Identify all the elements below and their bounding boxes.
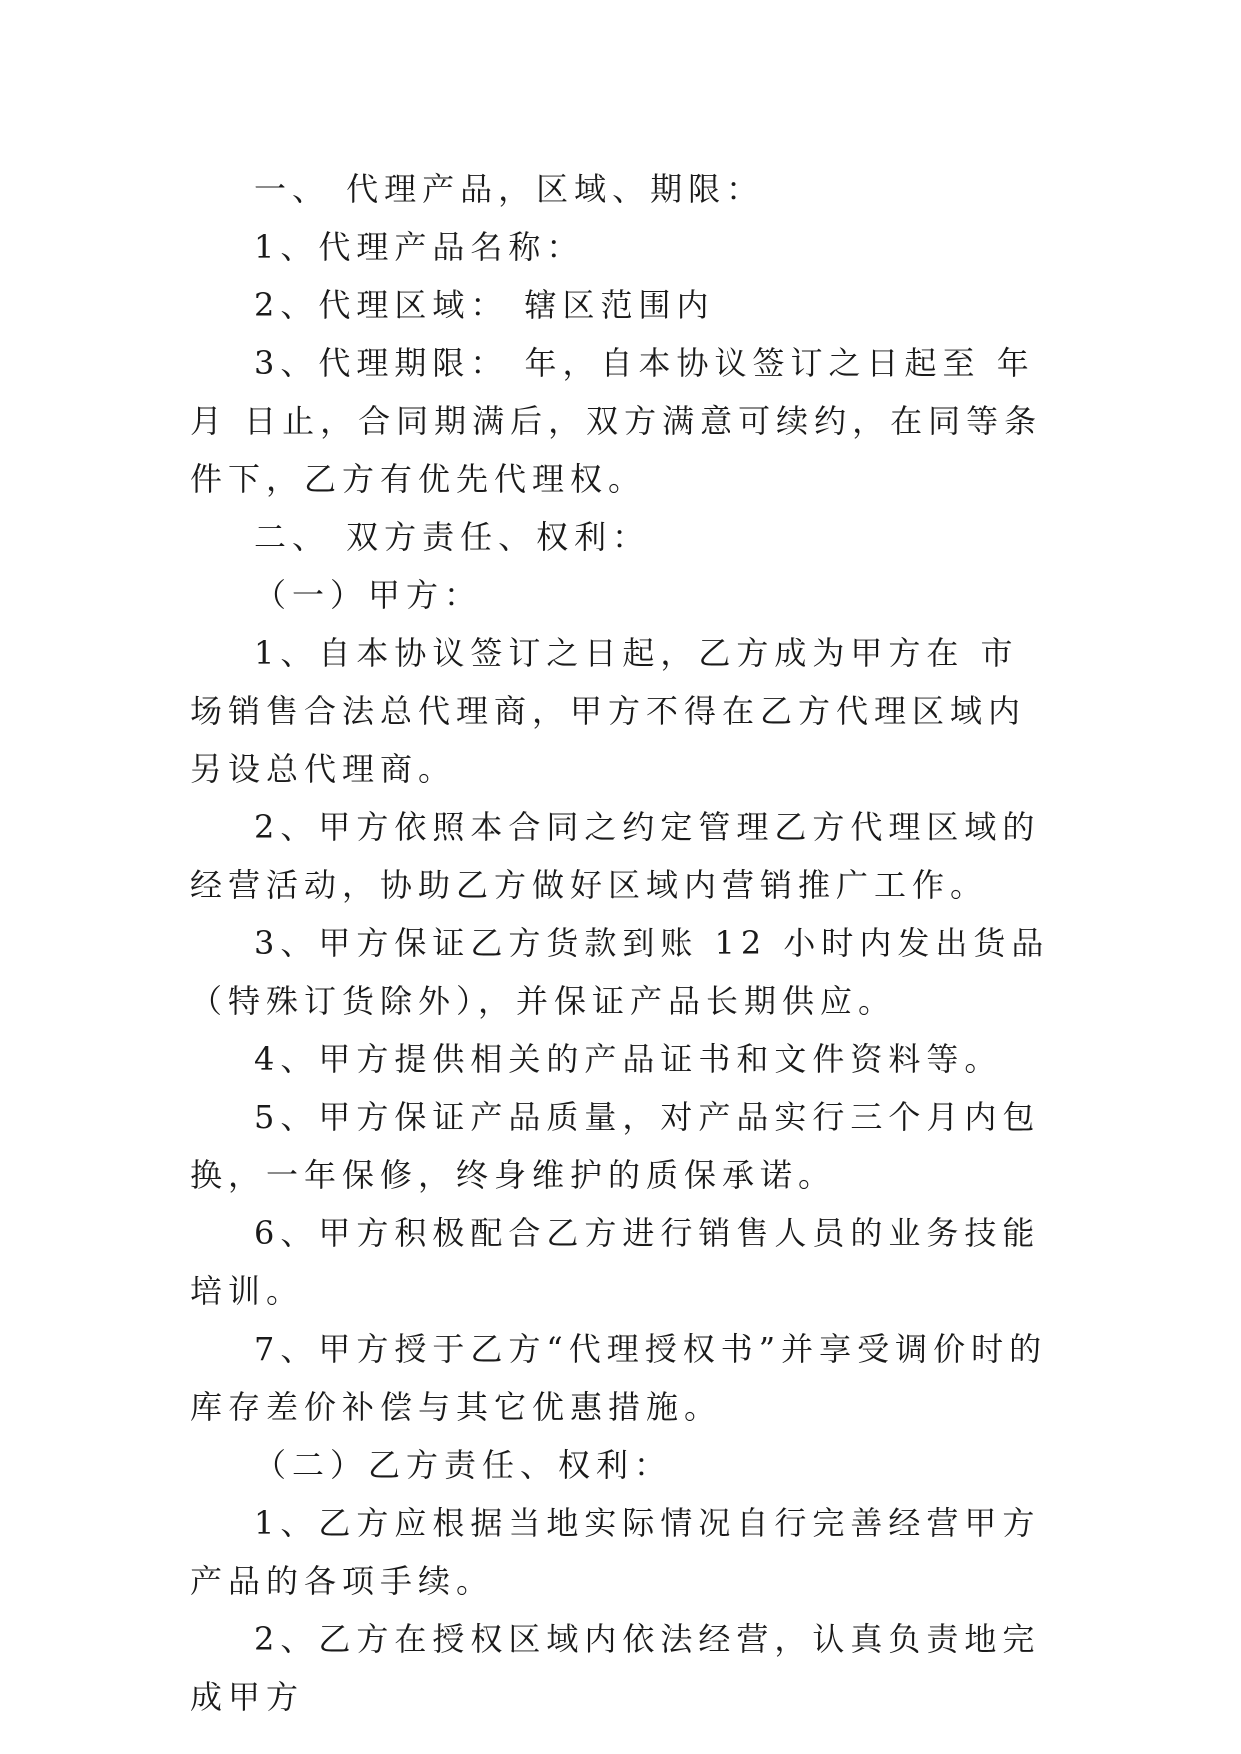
paragraph-party-a-item-2: 2、甲方依照本合同之约定管理乙方代理区域的经营活动，协助乙方做好区域内营销推广工作。 (190, 808, 1041, 904)
paragraph-party-a-item-6: 6、甲方积极配合乙方进行销售人员的业务技能培训。 (190, 1214, 1041, 1310)
paragraph-party-b-item-2: 2、乙方在授权区域内依法经营，认真负责地完成甲方 (190, 1620, 1041, 1716)
paragraph-product-name: 1、代理产品名称： (254, 228, 585, 266)
paragraph-party-a-item-5: 5、甲方保证产品质量，对产品实行三个月内包换，一年保修，终身维护的质保承诺。 (190, 1098, 1041, 1194)
paragraph-term: 3、代理期限： 年，自本协议签订之日起至 年 月 日止，合同期满后，双方满意可续约，在同等条件下，乙方有优先代理权。 (190, 344, 1043, 498)
subsection-heading-party-a: （一）甲方： (254, 576, 483, 614)
paragraph-party-a-item-3: 3、甲方保证乙方货款到账 12 小时内发出货品（特殊订货除外），并保证产品长期供应。 (190, 924, 1050, 1020)
section-heading-two: 二、 双方责任、权利： (254, 518, 651, 556)
paragraph-region: 2、代理区域： 辖区范围内 (254, 286, 715, 324)
paragraph-party-a-item-1: 1、自本协议签订之日起，乙方成为甲方在 市场销售合法总代理商，甲方不得在乙方代理区域内另设总代理商。 (190, 634, 1027, 788)
paragraph-party-a-item-7: 7、甲方授于乙方“代理授权书”并享受调价时的库存差价补偿与其它优惠措施。 (190, 1330, 1048, 1426)
paragraph-party-b-item-1: 1、乙方应根据当地实际情况自行完善经营甲方产品的各项手续。 (190, 1504, 1041, 1600)
section-heading-one: 一、 代理产品，区域、期限： (254, 170, 765, 208)
document-body (190, 160, 1052, 1726)
subsection-heading-party-b: （二）乙方责任、权利： (254, 1446, 673, 1484)
paragraph-party-a-item-4: 4、甲方提供相关的产品证书和文件资料等。 (254, 1040, 1003, 1078)
